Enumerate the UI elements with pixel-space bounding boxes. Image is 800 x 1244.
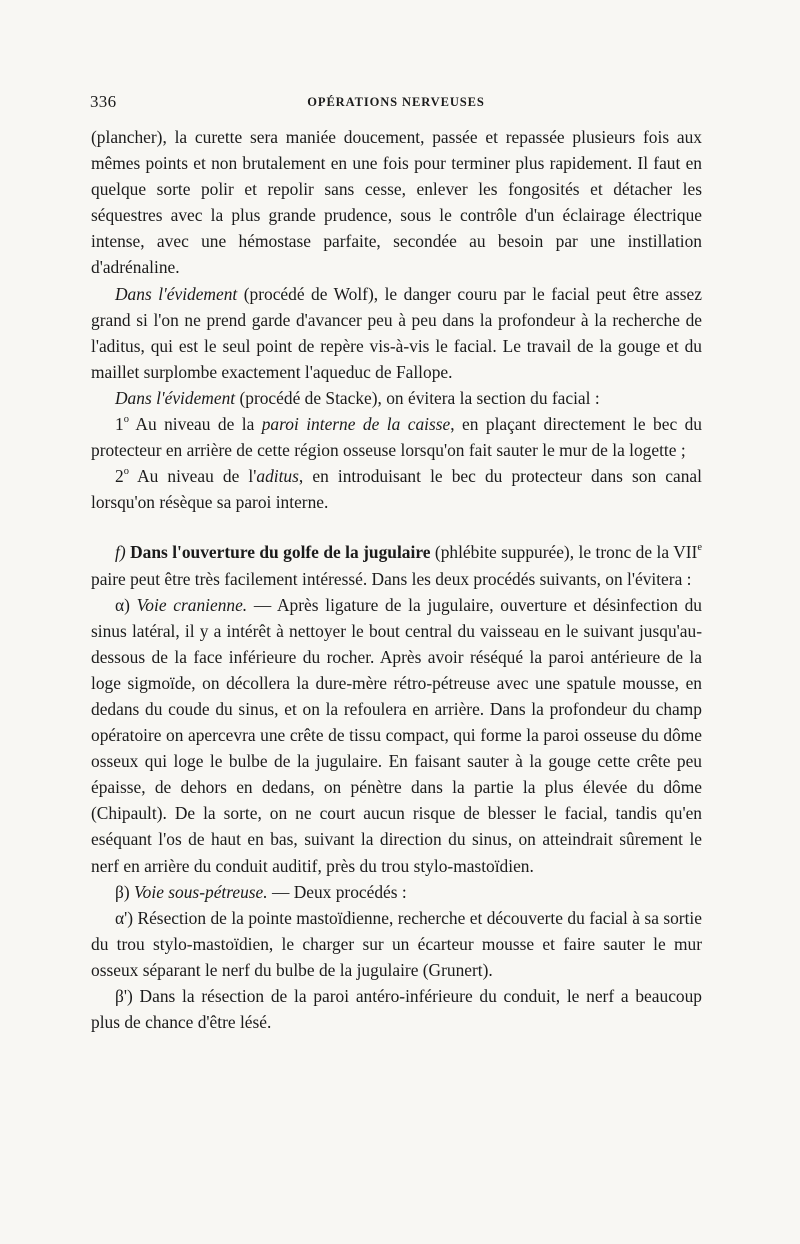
paragraph-4-post: , en plaçant directement le bec du protecteur en arrière de cette région osseuse lorsqu'on fait sauter le mur de la logette ; [91,414,702,461]
paragraph-2 [91,281,702,385]
paragraph-5 [91,463,702,515]
item-marker: α) [115,594,130,615]
item-number: 2 [115,466,124,487]
paragraph-6-pre: (phlébite suppurée), le tronc de la VII [430,542,698,563]
section-gap [91,515,702,539]
ordinal-sup: o [123,414,129,426]
body-text [91,124,702,1035]
paragraph-4-pre: Au niveau de la [128,414,262,435]
paragraph-7-body: — Après ligature de la jugulaire, ouverture et désinfection du sinus latéral, il y a intérêt à nettoyer le bout central du vaisseau en le suivant jusqu'au-dessous de la face inférieure du rocher. Après avoir réséqué la paroi antérieure de la loge sigmoïde, on décollera la dure-mère rétro-pétreuse avec une spatule mousse, en dedans du coude du sinus, et on la refoulera en arrière. Dans la profondeur du champ opératoire on apercevra une crête de tissu compact, qui forme la paroi osseuse du dôme osseux qui loge le bulbe de la jugulaire. En faisant sauter à la gouge cette crête peu épaisse, de dehors en dedans, on pénètre dans la partie la plus élevée du dôme (Chipault). De la sorte, on ne court aucun risque de blesser le facial, tandis qu'en eséquant l'os de haut en bas, suivant la direction du sinus, on atteindrait sûrement le nerf en arrière du conduit auditif, près du trou stylo-mastoïdien. [91,594,702,876]
ordinal-sup: e [697,542,702,554]
running-title: OPÉRATIONS NERVEUSES [307,95,485,109]
page-header [90,92,702,112]
paragraph-3 [91,385,702,411]
paragraph-6-post: paire peut être très facilement intéressé. Dans les deux procédés suivants, on l'évitera : [91,568,692,589]
section-heading: Dans l'ouverture du golfe de la jugulaire [125,542,431,563]
paragraph-2-body: (procédé de Wolf), le danger couru par le facial peut être assez grand si l'on ne prend garde d'avancer peu à peu dans la profondeur à la recherche de l'aditus, qui est le seul point de repère vis-à-vis le facial. Le travail de la gouge et du maillet surplombe exactement l'aqueduc de Fallope. [91,283,702,382]
paragraph-8-body: — Deux procédés : [267,881,407,902]
paragraph-4 [91,411,702,463]
paragraph-10-body: Dans la résection de la paroi antéro-inférieure du conduit, le nerf a beaucoup plus de chance d'être lésé. [91,986,702,1033]
paragraph-1: (plancher), la curette sera maniée doucement, passée et repassée plusieurs fois aux mêmes points et non brutalement en une fois pour terminer plus rapidement. Il faut en quelque sorte polir et repolir sans cesse, enlever les fongosités et détacher les séquestres avec la plus grande prudence, sous le contrôle d'un éclairage électrique intense, avec une hémostase parfaite, secondée au besoin par une instillation d'adrénaline. [91,127,702,278]
section-marker: f) [115,542,126,563]
item-marker: α') [115,907,134,928]
ordinal-sup: o [123,466,129,478]
paragraph-9-body: Résection de la pointe mastoïdienne, recherche et découverte du facial à sa sortie du trou stylo-mastoïdien, le charger sur un écarteur mousse et faire sauter le mur osseux séparant le nerf du bulbe de la jugulaire (Grunert). [91,907,702,980]
paragraph-6 [91,539,702,591]
item-marker: β) [115,881,130,902]
subheading: Voie sous-pétreuse. [129,881,268,902]
subheading: Voie cranienne. [129,594,248,615]
item-number: 1 [115,414,124,435]
paragraph-9 [91,905,702,983]
paragraph-4-italic: paroi interne de la caisse [261,414,451,435]
paragraph-5-italic: aditus [256,466,299,487]
paragraph-5-post: , en introduisant le bec du protecteur dans son canal lorsqu'on résèque sa paroi interne. [91,466,702,513]
paragraph-3-lead: Dans l'évidement [115,387,236,408]
item-marker: β') [115,986,133,1006]
paragraph-5-pre: Au niveau de l' [128,466,257,487]
page-number: 336 [90,92,117,111]
paragraph-7 [91,592,702,879]
paragraph-3-body: (procédé de Stacke), on évitera la section du facial : [235,387,600,408]
paragraph-2-lead: Dans l'évidement [115,283,238,304]
paragraph-8 [91,879,702,905]
paragraph-10 [91,983,702,1035]
